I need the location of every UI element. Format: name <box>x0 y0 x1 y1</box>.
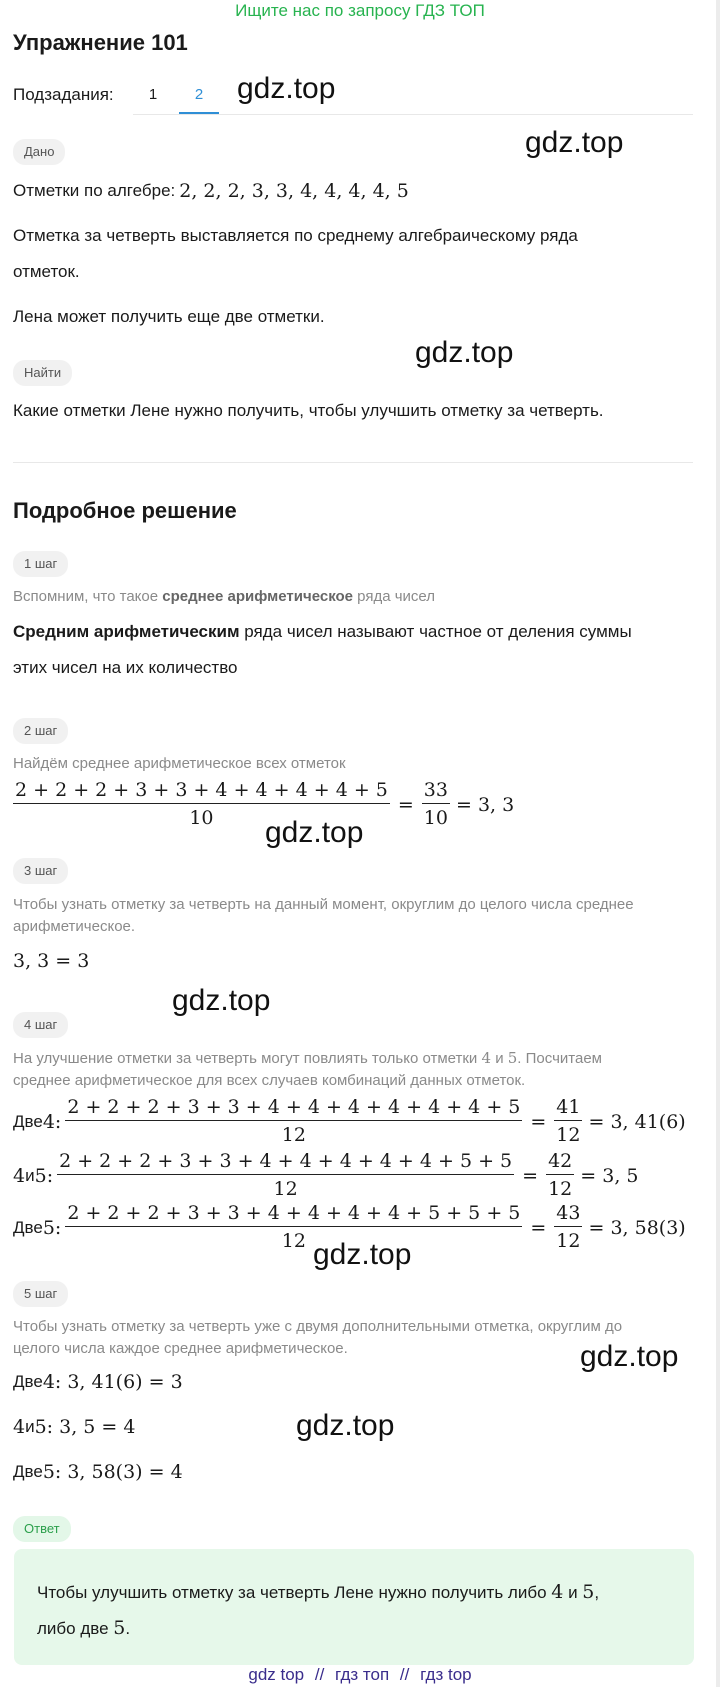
step-badge: 5 шаг <box>13 1281 68 1307</box>
footer-separator: // <box>314 1665 325 1684</box>
footer-links <box>0 1663 720 1687</box>
tab-subtask-1[interactable]: 1 <box>148 86 158 103</box>
watermark: gdz.top <box>580 1340 679 1373</box>
answer-text: либо две 5. <box>37 1617 131 1639</box>
rounded-row-two-4: Две 4: 3, 41(6) = 3 <box>13 1371 183 1393</box>
step-badge: 1 шаг <box>13 551 68 577</box>
answer-badge: Ответ <box>13 1516 71 1542</box>
step-hint: Чтобы узнать отметку за четверть на данный момент, округлим до целого числа среднее <box>13 896 634 913</box>
watermark: gdz.top <box>313 1238 412 1271</box>
grades-values: 2, 2, 2, 3, 3, 4, 4, 4, 4, 5 <box>179 180 409 202</box>
combo-row-two-5: Две 5 : $\frac{2 + 2 + 2 + 3 + 3 + 4 + 4 + 4 + 4 + 5 + 5 + 5}{12}$ = $\frac{43}{12}$ = 3, 58(3) <box>13 1202 686 1252</box>
answer-text: Чтобы улучшить отметку за четверть Лене нужно получить либо 4 и 5, <box>37 1581 600 1603</box>
step-text: этих чисел на их количество <box>13 658 238 677</box>
watermark: gdz.top <box>237 72 336 105</box>
given-line: Отметка за четверть выставляется по среднему алгебраическому ряда <box>13 226 578 245</box>
find-text: Какие отметки Лене нужно получить, чтобы улучшить отметку за четверть. <box>13 401 604 420</box>
watermark: gdz.top <box>296 1409 395 1442</box>
tab-subtask-2[interactable]: 2 <box>194 86 204 103</box>
combo-row-4-and-5: 4 и 5 : $\frac{2 + 2 + 2 + 3 + 3 + 4 + 4 + 4 + 4 + 4 + 5 + 5}{12}$ = $\frac{42}{12}$ = 3, 5 <box>13 1150 639 1200</box>
given-badge: Дано <box>13 139 65 165</box>
step-hint: среднее арифметическое для всех случаев комбинаций данных отметок. <box>13 1072 526 1089</box>
watermark: gdz.top <box>415 336 514 369</box>
given-grades <box>13 173 409 209</box>
section-divider <box>13 462 693 463</box>
search-banner: Ищите нас по запросу ГДЗ ТОП <box>235 1 485 20</box>
scrollbar[interactable] <box>716 0 720 1687</box>
rounded-row-two-5: Две 5: 3, 58(3) = 4 <box>13 1461 183 1483</box>
solution-title: Подробное решение <box>13 498 237 523</box>
rounding-formula: 3, 3 = 3 <box>13 950 90 972</box>
step-hint: целого числа каждое среднее арифметическое. <box>13 1340 348 1357</box>
grades-label: Отметки по алгебре: <box>13 181 176 200</box>
find-badge: Найти <box>13 360 72 386</box>
given-line: отметок. <box>13 262 80 281</box>
step-hint: На улучшение отметки за четверть могут повлиять только отметки 4 и 5. Посчитаем <box>13 1049 602 1067</box>
rounded-row-4-and-5: 4 и 5: 3, 5 = 4 <box>13 1416 136 1438</box>
step-hint: Найдём среднее арифметическое всех отметок <box>13 755 346 772</box>
watermark: gdz.top <box>265 816 364 849</box>
step-text: Средним арифметическим ряда чисел называют частное от деления суммы <box>13 622 632 641</box>
watermark: gdz.top <box>172 984 271 1017</box>
subtasks-label: Подзадания: <box>13 85 114 104</box>
combo-row-two-4: Две 4 : $\frac{2 + 2 + 2 + 3 + 3 + 4 + 4 + 4 + 4 + 4 + 4 + 5}{12}$ = $\frac{41}{12}$ = 3, 41(6) <box>13 1096 686 1146</box>
given-line: Лена может получить еще две отметки. <box>13 307 325 326</box>
footer-link[interactable]: гдз top <box>420 1665 472 1684</box>
footer-link[interactable]: gdz top <box>248 1665 305 1684</box>
watermark: gdz.top <box>525 126 624 159</box>
page-title: Упражнение 101 <box>13 30 188 55</box>
step-badge: 2 шаг <box>13 718 68 744</box>
footer-separator: // <box>399 1665 410 1684</box>
step-hint: Чтобы узнать отметку за четверть уже с двумя дополнительными отметка, округлим до <box>13 1318 623 1335</box>
step-hint: арифметическое. <box>13 918 136 935</box>
tabs-divider <box>133 114 693 115</box>
step-hint: Вспомним, что такое среднее арифметическое ряда чисел <box>13 588 436 605</box>
step-badge: 3 шаг <box>13 858 68 884</box>
mean-formula: $\frac{2 + 2 + 2 + 3 + 3 + 4 + 4 + 4 + 4 + 5}{10}$ = $\frac{33}{10}$ = 3, 3 <box>15 779 515 829</box>
step-badge: 4 шаг <box>13 1012 68 1038</box>
footer-link[interactable]: гдз топ <box>335 1665 390 1684</box>
